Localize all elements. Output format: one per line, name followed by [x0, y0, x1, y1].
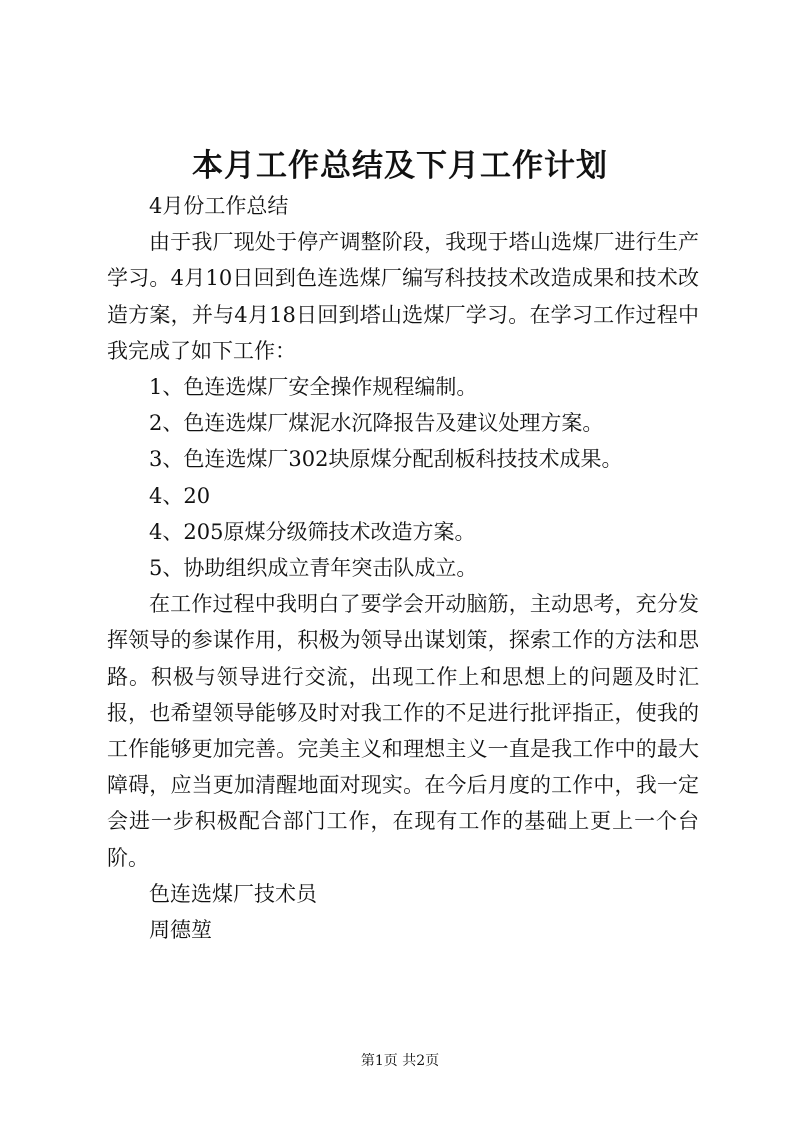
signature-name: 周德堃 — [149, 918, 212, 943]
list-item: 4、20 — [149, 483, 211, 508]
list-item: 1、色连选煤厂安全操作规程编制。 — [149, 375, 478, 400]
section-subtitle: 4月份工作总结 — [149, 194, 289, 218]
list-item: 2、色连选煤厂煤泥水沉降报告及建议处理方案。 — [149, 411, 604, 436]
list-item: 5、协助组织成立青年突击队成立。 — [149, 556, 478, 581]
list-item: 3、色连选煤厂302块原煤分配刮板科技技术成果。 — [149, 447, 623, 472]
signature-title: 色连选煤厂技术员 — [149, 881, 317, 906]
reflection-paragraph: 在工作过程中我明白了要学会开动脑筋，主动思考，充分发挥领导的参谋作用，积极为领导出谋划策，探索工作的方法和思路。积极与领导进行交流，出现工作上和思想上的问题及时汇报，也希望领导能够及时对我工作的不足进行批评指正，使我的工作能够更加完善。完美主义和理想主义一直是我工作中的最大障碍，应当更加清醒地面对现实。在今后月度的工作中，我一定会进一步积极配合部门工作，在现有工作的基础上更上一个台阶。 — [107, 592, 699, 870]
intro-paragraph: 由于我厂现处于停产调整阶段，我现于塔山选煤厂进行生产学习。4月10日回到色连选煤厂编写科技技术改造成果和技术改造方案，并与4月18日回到塔山选煤厂学习。在学习工作过程中我完成了如下工作： — [107, 230, 699, 363]
list-item: 4、205原煤分级筛技术改造方案。 — [149, 519, 476, 544]
document-body — [107, 188, 699, 948]
document-title: 本月工作总结及下月工作计划 — [192, 148, 608, 184]
page-footer: 第1页 共2页 — [360, 1053, 440, 1069]
